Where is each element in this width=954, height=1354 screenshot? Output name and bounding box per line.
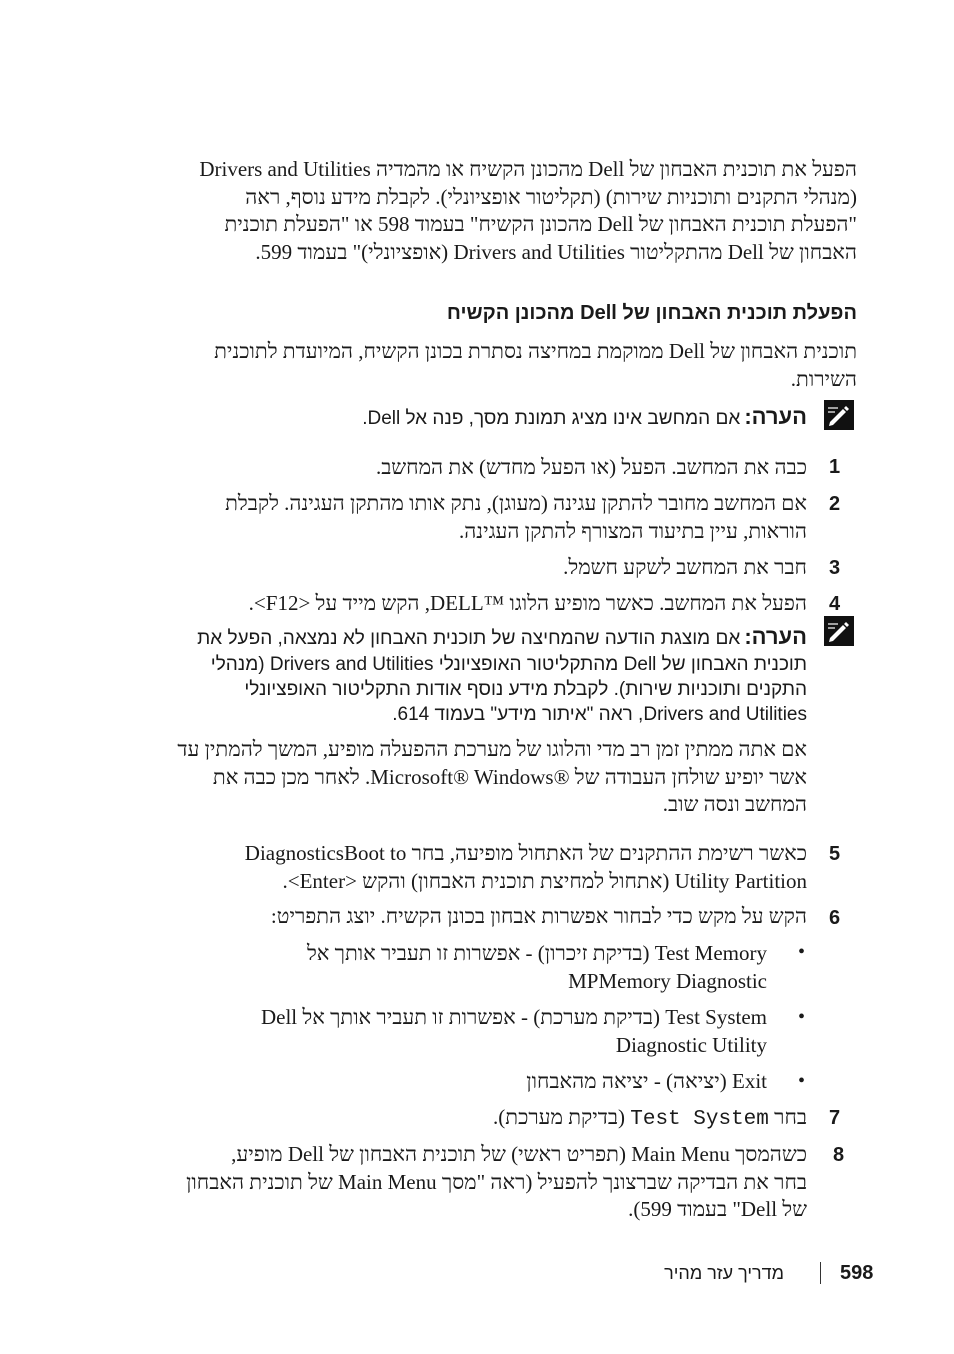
step-number: 4 [829, 593, 841, 615]
step-text [107, 1141, 807, 1224]
footer-title: מדריך עזר מהיר [664, 1263, 784, 1283]
step-text [127, 590, 807, 618]
bullet-line: Exit (יציאה) - יציאה מהאבחון [526, 1069, 767, 1093]
intro-line: האבחון של Dell מהתקליטור Drivers and Utilities (אופציונלי)" בעמוד 599. [255, 239, 857, 264]
step-text [127, 554, 807, 582]
note-label: הערה: [744, 624, 807, 649]
step-number: 8 [833, 1144, 845, 1166]
wait-paragraph [117, 736, 807, 819]
note-text: אם מוצגת הודעה שהמחיצה של תוכנית האבחון לא נמצאה, הפעל את [197, 628, 741, 649]
step-line: של Dell" בעמוד 599). [628, 1197, 807, 1221]
step-number: 6 [829, 907, 841, 929]
note-pencil-icon [824, 400, 854, 430]
note-text: Drivers and Utilities, ראה "איתור מידע" בעמוד 614. [392, 704, 807, 725]
note-text: אם המחשב אינו מציג תמונת מסך, פנה אל Dell. [362, 408, 741, 429]
intro-line: (מנהלי התקנים ותוכניות שירות) (תקליטור אופציונלי). לקבלת מידע נוסף, ראה [245, 184, 857, 209]
note-text: התקנים ותוכניות שירות). לקבלת מידע נוסף אודות התקליטור האופציונלי [244, 679, 807, 700]
section-para-line: השירות. [790, 366, 857, 391]
step-number: 5 [829, 843, 841, 865]
step-line: הקש על מקש כדי לבחור אפשרות אבחון בכונן הקשיח. יוצג התפריט: [270, 904, 807, 928]
step-line: כאשר רשימת ההתקנים של האתחול מופיעה, בחר DiagnosticsBoot to [244, 841, 807, 865]
step-text [127, 454, 807, 482]
note-label: הערה: [744, 404, 807, 429]
bullet-line: Diagnostic Utility [615, 1032, 767, 1057]
bullet-glyph: • [798, 1006, 806, 1028]
step-line: Utility Partition (אתחול למחיצת תוכנית האבחון) והקש <Enter>. [282, 868, 807, 893]
section-heading: הפעלת תוכנית האבחון של Dell מהכונן הקשיח [446, 302, 857, 324]
step7-option: Test System [630, 1108, 769, 1131]
wait-line: אשר יופיע שולחן העבודה של ®Microsoft® Windows. לאחר מכן כבה את [212, 764, 807, 789]
step-line: כשהמסך Main Menu (תפריט ראשי) של תוכנית האבחון של Dell מופיע, [231, 1142, 807, 1166]
note-text: תוכנית האבחון של Dell מהתקליטור האופציונלי Drivers and Utilities (מנהלי [210, 654, 807, 675]
step-number: 1 [829, 456, 841, 478]
step-line: הוראות, עיין בתיעוד המצורף להתקן העגינה. [458, 518, 807, 543]
step-line: חבר את המחשב לשקע חשמל. [563, 555, 807, 579]
note-pencil-icon [824, 616, 854, 646]
intro-line: "הפעלת תוכנית האבחון של Dell מהכונן הקשיח" בעמוד 598 או "הפעלת תוכנית [224, 212, 857, 236]
step-line: אם המחשב מחובר להתקן עגינה (מעוגן), נתק אותו מהתקן העגינה. לקבלת [225, 491, 807, 515]
wait-line: אם אתה ממתין זמן רב מדי והלוגו של מערכת ההפעלה מופיע, המשך להמתין עד [177, 737, 807, 761]
wait-line: המחשב ונסה שוב. [662, 792, 807, 816]
bullet-line: MPMemory Diagnostic [568, 968, 767, 993]
intro-paragraph [117, 156, 857, 266]
step-text [127, 840, 807, 895]
bullet-glyph: • [798, 1070, 806, 1092]
step-number: 3 [829, 557, 841, 579]
section-para-line: תוכנית האבחון של Dell ממוקמת במחיצה נסתרת בכונן הקשיח, המיועדת לתוכנית [214, 339, 857, 363]
bullet-item [127, 940, 767, 995]
step-line: הפעל את המחשב. כאשר מופיע הלוגו ™DELL, הקש מייד על <F12>. [248, 591, 807, 615]
intro-line: הפעל את תוכנית האבחון של Dell מהכונן הקשיח או מהמדיה Drivers and Utilities [199, 157, 857, 181]
note-1 [147, 404, 807, 431]
bullet-line: Test Memory (בדיקת זיכרון) - אפשרות זו תעביר אותך אל [306, 941, 767, 965]
step7-suffix: (בדיקת מערכת). [493, 1105, 625, 1129]
footer-divider [820, 1262, 821, 1284]
bullet-item [127, 1004, 767, 1059]
step7-prefix: בחר [774, 1105, 807, 1129]
page-number: 598 [840, 1262, 874, 1284]
step-line: בחר את הבדיקה שברצונך להפעיל (ראה "מסך Main Menu של תוכנית האבחון [186, 1169, 807, 1194]
bullet-line: Test System (בדיקת מערכת) - אפשרות זו תעביר אותך אל Dell [260, 1005, 767, 1029]
bullet-item [127, 1068, 767, 1096]
step-text [127, 490, 807, 545]
section-paragraph [117, 338, 857, 393]
step-text [127, 903, 807, 931]
step-text [127, 1104, 807, 1134]
step-number: 7 [829, 1107, 841, 1129]
step-number: 2 [829, 493, 841, 515]
note-2 [117, 624, 807, 727]
step-line: כבה את המחשב. הפעל (או הפעל מחדש) את המחשב. [375, 455, 807, 479]
bullet-glyph: • [798, 941, 806, 963]
